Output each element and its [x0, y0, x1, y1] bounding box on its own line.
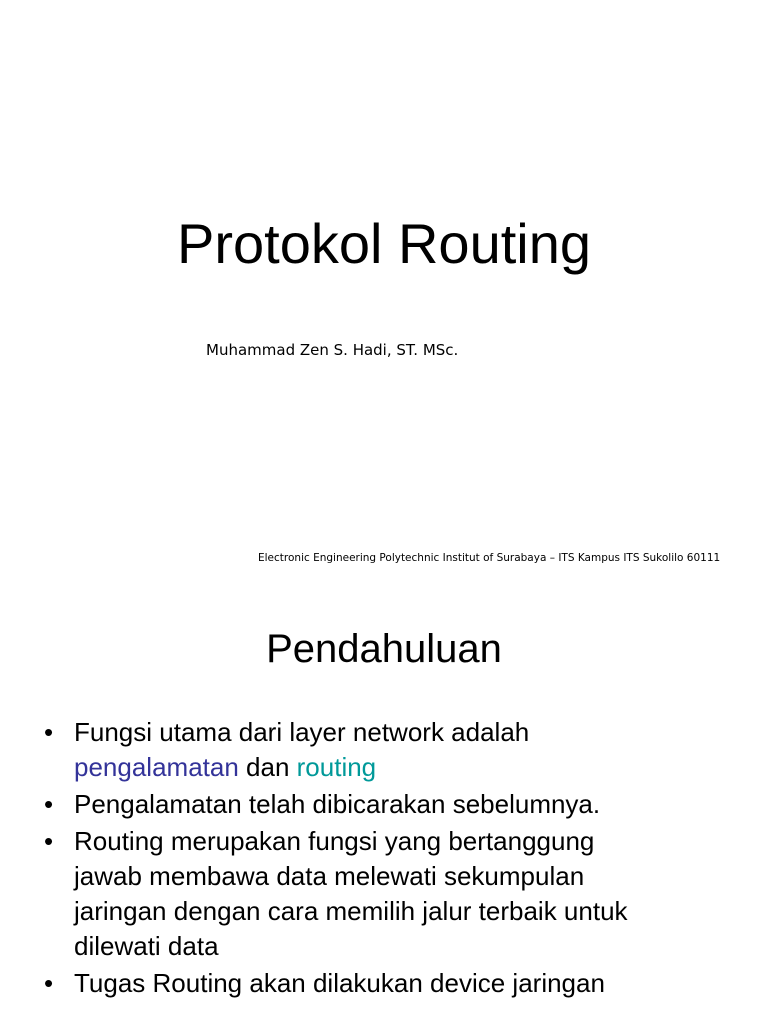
bullet-marker: •: [44, 717, 54, 747]
bullet-item-3: [0, 824, 768, 964]
bullet-conjunction: dan: [238, 752, 297, 782]
bullet-text-line: dilewati data: [74, 931, 219, 961]
bullet-item-2: [0, 787, 768, 822]
author-name: Muhammad Zen S. Hadi, ST. MSc.: [206, 341, 459, 359]
bullet-item-1: [0, 715, 768, 785]
slide-title: Protokol Routing: [176, 212, 591, 275]
institution-footer: Electronic Engineering Polytechnic Institut of Surabaya – ITS Kampus ITS Sukolilo 60111: [258, 552, 721, 564]
term-routing: routing: [296, 752, 377, 782]
bullet-text-line: jawab membawa data melewati sekumpulan: [74, 861, 585, 891]
bullet-text: Pengalamatan telah dibicarakan sebelumnya.: [74, 789, 601, 819]
term-pengalamatan: pengalamatan: [74, 752, 239, 782]
bullet-item-4: [0, 966, 768, 1001]
bullet-marker: •: [44, 968, 54, 998]
bullet-text: Fungsi utama dari layer network adalah: [74, 717, 530, 747]
bullet-marker: •: [44, 826, 54, 856]
bullet-text: Tugas Routing akan dilakukan device jaringan: [74, 968, 605, 998]
bullet-text-line: jaringan dengan cara memilih jalur terbaik untuk: [74, 896, 628, 926]
section-heading: Pendahuluan: [266, 627, 502, 671]
bullet-list: [0, 715, 768, 1003]
bullet-marker: •: [44, 789, 54, 819]
content-slide: [0, 576, 768, 1024]
bullet-text-line: Routing merupakan fungsi yang bertanggung: [74, 826, 595, 856]
